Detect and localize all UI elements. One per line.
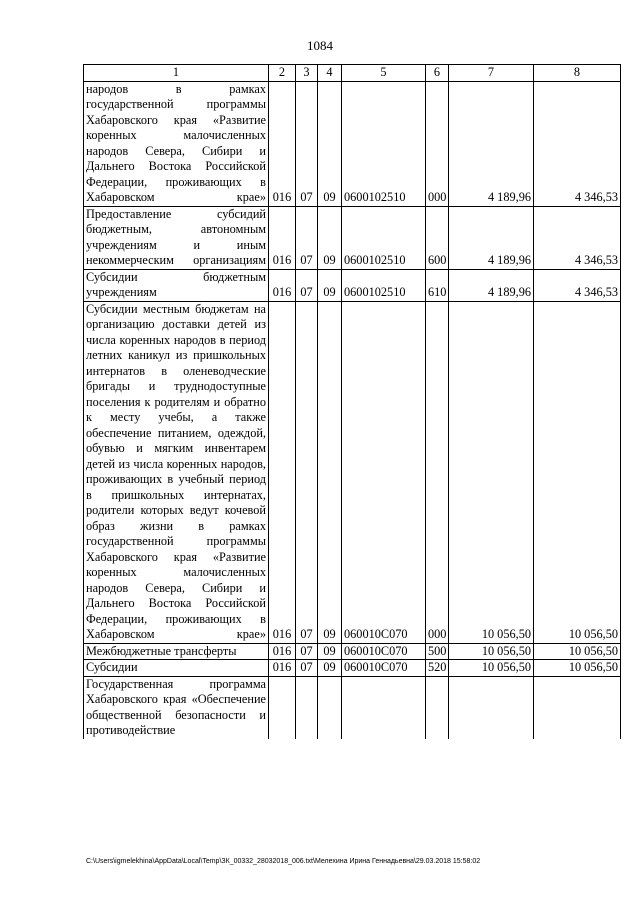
table-row — [84, 301, 621, 643]
cell-amount-year1: 4 189,96 — [449, 81, 534, 206]
cell-expense-type: 610 — [426, 269, 449, 301]
cell-target-code: 060010С070 — [342, 301, 426, 643]
cell-expense-type: 000 — [426, 301, 449, 643]
cell-ministry-code: 016 — [269, 660, 296, 677]
cell-subsection: 09 — [318, 660, 342, 677]
cell-target-code: 0600102510 — [342, 206, 426, 269]
cell-amount-year1: 4 189,96 — [449, 269, 534, 301]
cell-amount-year1 — [449, 676, 534, 739]
row-name: Субсидии бюджетным учреждениям — [84, 269, 269, 301]
cell-section — [296, 676, 318, 739]
cell-subsection: 09 — [318, 206, 342, 269]
header-col-3: 3 — [296, 65, 318, 82]
row-name: Предоставление субсидий бюджетным, автономным учреждениям и иным некоммерческим организациям — [84, 206, 269, 269]
cell-amount-year1: 4 189,96 — [449, 206, 534, 269]
cell-amount-year2 — [534, 676, 621, 739]
cell-subsection — [318, 676, 342, 739]
table-row — [84, 269, 621, 301]
cell-target-code: 0600102510 — [342, 81, 426, 206]
table-row — [84, 660, 621, 677]
cell-ministry-code: 016 — [269, 206, 296, 269]
cell-target-code: 0600102510 — [342, 269, 426, 301]
cell-subsection: 09 — [318, 81, 342, 206]
row-name: народов в рамках государственной программы Хабаровского края «Развитие коренных малочисленных народов Севера, Сибири и Дальнего Востока Российской Федерации, проживающих в Хабаровском крае» — [84, 81, 269, 206]
header-col-6: 6 — [426, 65, 449, 82]
cell-amount-year2: 10 056,50 — [534, 301, 621, 643]
cell-subsection: 09 — [318, 269, 342, 301]
cell-ministry-code: 016 — [269, 269, 296, 301]
table-row — [84, 81, 621, 206]
cell-target-code: 060010С070 — [342, 643, 426, 660]
header-row — [84, 65, 621, 82]
budget-table — [83, 64, 621, 739]
table-row — [84, 643, 621, 660]
cell-expense-type: 000 — [426, 81, 449, 206]
cell-section: 07 — [296, 206, 318, 269]
cell-ministry-code: 016 — [269, 81, 296, 206]
cell-target-code: 060010С070 — [342, 660, 426, 677]
header-col-5: 5 — [342, 65, 426, 82]
cell-expense-type: 600 — [426, 206, 449, 269]
cell-expense-type: 500 — [426, 643, 449, 660]
header-col-1: 1 — [84, 65, 269, 82]
cell-amount-year1: 10 056,50 — [449, 643, 534, 660]
cell-ministry-code — [269, 676, 296, 739]
row-name: Межбюджетные трансферты — [84, 643, 269, 660]
file-path-footer: C:\Users\igmelekhina\AppData\Local\Temp\ЗК_00332_28032018_006.txt\Мелехина Ирина Геннадьевна\29.03.2018 15:58:02 — [86, 858, 481, 865]
row-name: Субсидии — [84, 660, 269, 677]
cell-target-code — [342, 676, 426, 739]
cell-amount-year2: 10 056,50 — [534, 643, 621, 660]
cell-amount-year2: 10 056,50 — [534, 660, 621, 677]
cell-section: 07 — [296, 301, 318, 643]
cell-amount-year1: 10 056,50 — [449, 660, 534, 677]
header-col-8: 8 — [534, 65, 621, 82]
cell-amount-year2: 4 346,53 — [534, 206, 621, 269]
cell-expense-type: 520 — [426, 660, 449, 677]
cell-amount-year2: 4 346,53 — [534, 269, 621, 301]
table-row — [84, 676, 621, 739]
cell-ministry-code: 016 — [269, 643, 296, 660]
cell-section: 07 — [296, 660, 318, 677]
row-name: Государственная программа Хабаровского края «Обеспечение общественной безопасности и противодействие — [84, 676, 269, 739]
page-number: 1084 — [307, 38, 333, 53]
cell-section: 07 — [296, 81, 318, 206]
table-row — [84, 206, 621, 269]
cell-section: 07 — [296, 643, 318, 660]
cell-amount-year2: 4 346,53 — [534, 81, 621, 206]
row-name: Субсидии местным бюджетам на организацию доставки детей из числа коренных народов в период летних каникул из пришкольных интернатов в оленеводческие бригады и труднодоступные поселения к родителям и обратно к месту учебы, а также обеспечение питанием, одеждой, обувью и мягким инвентарем детей из числа коренных народов, проживающих в учебный период в пришкольных интернатах, родители которых ведут кочевой образ жизни в рамках государственной программы Хабаровского края «Развитие коренных малочисленных народов Севера, Сибири и Дальнего Востока Российской Федерации, проживающих в Хабаровском крае» — [84, 301, 269, 643]
header-col-7: 7 — [449, 65, 534, 82]
header-col-4: 4 — [318, 65, 342, 82]
cell-subsection: 09 — [318, 643, 342, 660]
cell-ministry-code: 016 — [269, 301, 296, 643]
cell-amount-year1: 10 056,50 — [449, 301, 534, 643]
cell-subsection: 09 — [318, 301, 342, 643]
cell-expense-type — [426, 676, 449, 739]
header-col-2: 2 — [269, 65, 296, 82]
cell-section: 07 — [296, 269, 318, 301]
